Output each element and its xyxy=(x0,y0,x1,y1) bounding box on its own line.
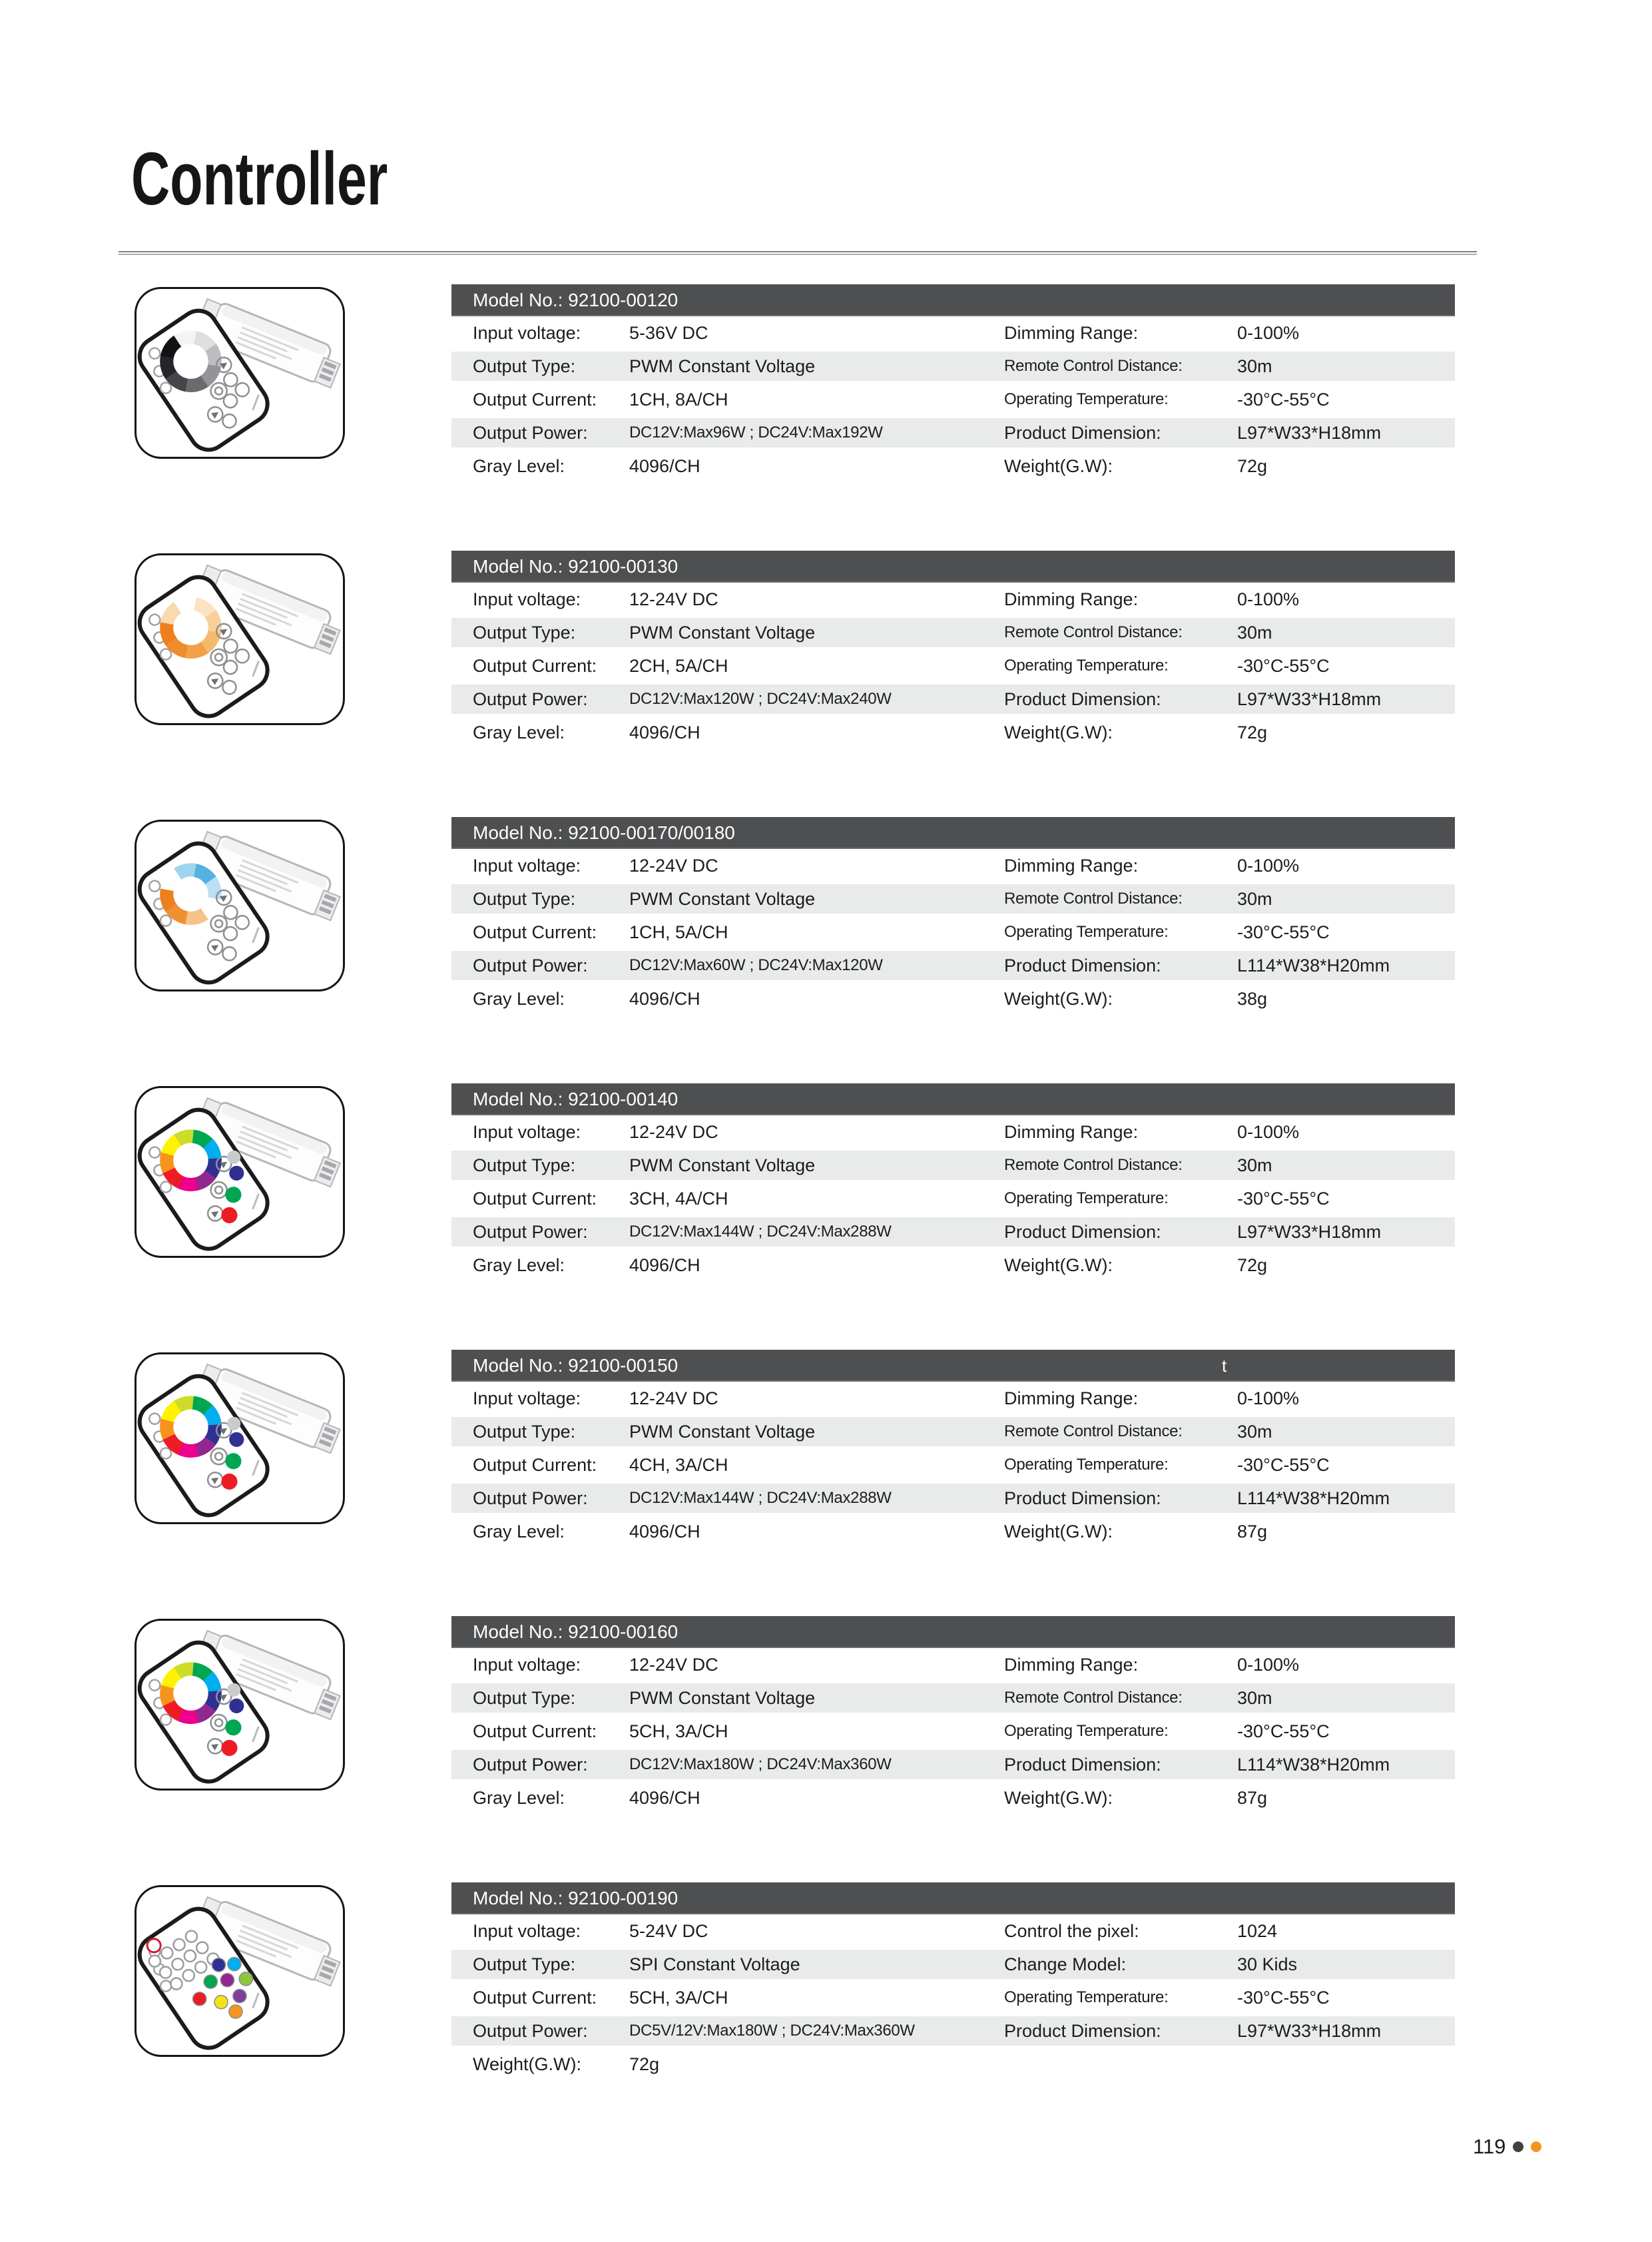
table-row xyxy=(451,1981,1455,2014)
spec-value: -30°C-55°C xyxy=(1237,1988,1330,2008)
spec-value: 12-24V DC xyxy=(629,1122,718,1142)
spec-label: Output Current: xyxy=(473,1189,597,1209)
spec-label: Output Current: xyxy=(473,656,597,676)
spec-table xyxy=(451,1350,1455,1548)
model-number: Model No.: 92100-00130 xyxy=(473,556,679,577)
spec-label: Output Current: xyxy=(473,1988,597,2008)
product-section xyxy=(0,551,1652,754)
spec-label: Operating Temperature: xyxy=(1004,923,1169,941)
spec-table xyxy=(451,551,1455,749)
table-row xyxy=(451,383,1455,416)
spec-value: PWM Constant Voltage xyxy=(629,356,816,376)
spec-label: Remote Control Distance: xyxy=(1004,357,1183,375)
table-row xyxy=(451,1249,1455,1282)
footer-dot-orange-icon xyxy=(1531,2141,1541,2152)
spec-value: L114*W38*H20mm xyxy=(1237,956,1390,976)
spec-value: 4096/CH xyxy=(629,1788,700,1808)
spec-label: Product Dimension: xyxy=(1004,1488,1161,1508)
model-number: Model No.: 92100-00170/00180 xyxy=(473,822,735,843)
spec-value: 30m xyxy=(1237,1688,1272,1708)
spec-label: Weight(G.W): xyxy=(1004,1788,1113,1808)
spec-label: Output Current: xyxy=(473,1721,597,1741)
spec-value: -30°C-55°C xyxy=(1237,656,1330,676)
spec-table xyxy=(451,284,1455,483)
spec-label: Output Current: xyxy=(473,390,597,410)
product-section xyxy=(0,284,1652,488)
product-section xyxy=(0,1083,1652,1287)
spec-value: DC12V:Max180W ; DC24V:Max360W xyxy=(629,1755,892,1773)
spec-value: 2CH, 5A/CH xyxy=(629,656,728,676)
spec-value: 0-100% xyxy=(1237,1388,1300,1408)
spec-label: Operating Temperature: xyxy=(1004,1456,1169,1474)
model-number: Model No.: 92100-00120 xyxy=(473,290,679,310)
table-row xyxy=(451,1149,1455,1182)
product-photo xyxy=(135,1086,345,1258)
spec-value: 3CH, 4A/CH xyxy=(629,1189,728,1209)
spec-value: 0-100% xyxy=(1237,856,1300,876)
spec-label: Dimming Range: xyxy=(1004,1388,1139,1408)
table-row xyxy=(451,1648,1455,1681)
model-number: Model No.: 92100-00150 xyxy=(473,1355,679,1376)
spec-label: Input voltage: xyxy=(473,1655,581,1675)
spec-label: Dimming Range: xyxy=(1004,323,1139,343)
table-row xyxy=(451,350,1455,383)
product-section xyxy=(0,817,1652,1021)
spec-value: 38g xyxy=(1237,989,1268,1009)
spec-label: Operating Temperature: xyxy=(1004,1722,1169,1740)
spec-value: 30m xyxy=(1237,1422,1272,1442)
spec-value: L114*W38*H20mm xyxy=(1237,1755,1390,1775)
spec-label: Product Dimension: xyxy=(1004,689,1161,709)
spec-label: Dimming Range: xyxy=(1004,589,1139,609)
table-row xyxy=(451,1448,1455,1482)
table-row xyxy=(451,316,1455,350)
table-row xyxy=(451,1182,1455,1215)
table-row xyxy=(451,1482,1455,1515)
spec-value: -30°C-55°C xyxy=(1237,922,1330,942)
spec-value: 12-24V DC xyxy=(629,589,718,609)
spec-label: Product Dimension: xyxy=(1004,1755,1161,1775)
spec-value: PWM Constant Voltage xyxy=(629,1688,816,1708)
spec-table xyxy=(451,1882,1455,2081)
spec-label: Operating Temperature: xyxy=(1004,657,1169,675)
product-photo-illustration xyxy=(137,1354,343,1522)
spec-value: L97*W33*H18mm xyxy=(1237,423,1382,443)
spec-label: Remote Control Distance: xyxy=(1004,1689,1183,1707)
spec-label: Operating Temperature: xyxy=(1004,390,1169,408)
spec-value: 0-100% xyxy=(1237,1122,1300,1142)
spec-value: DC5V/12V:Max180W ; DC24V:Max360W xyxy=(629,2022,915,2040)
spec-label: Operating Temperature: xyxy=(1004,1988,1169,2006)
spec-label: Product Dimension: xyxy=(1004,423,1161,443)
table-row xyxy=(451,683,1455,716)
spec-value: 4096/CH xyxy=(629,989,700,1009)
product-photo-illustration xyxy=(137,822,343,989)
spec-value: 87g xyxy=(1237,1522,1268,1541)
model-header xyxy=(451,1083,1455,1115)
table-row xyxy=(451,982,1455,1015)
table-row xyxy=(451,1681,1455,1715)
spec-value: L97*W33*H18mm xyxy=(1237,1222,1382,1242)
spec-value: 30 Kids xyxy=(1237,1954,1298,1974)
spec-label: Output Type: xyxy=(473,1155,576,1175)
spec-value: 72g xyxy=(1237,456,1268,476)
spec-label: Remote Control Distance: xyxy=(1004,1156,1183,1174)
spec-value: -30°C-55°C xyxy=(1237,1455,1330,1475)
spec-label: Output Current: xyxy=(473,922,597,942)
product-photo xyxy=(135,1352,345,1524)
table-row xyxy=(451,1382,1455,1415)
product-photo xyxy=(135,1885,345,2057)
spec-value: 5-36V DC xyxy=(629,323,708,343)
spec-value: 30m xyxy=(1237,1155,1272,1175)
spec-value: 4096/CH xyxy=(629,722,700,742)
table-row xyxy=(451,916,1455,949)
spec-value: 0-100% xyxy=(1237,323,1300,343)
spec-label: Dimming Range: xyxy=(1004,1122,1139,1142)
model-number: Model No.: 92100-00190 xyxy=(473,1888,679,1908)
spec-value: 72g xyxy=(1237,722,1268,742)
spec-label: Control the pixel: xyxy=(1004,1921,1139,1941)
product-photo-illustration xyxy=(137,289,343,457)
table-row xyxy=(451,1215,1455,1249)
spec-label: Dimming Range: xyxy=(1004,1655,1139,1675)
spec-label: Weight(G.W): xyxy=(1004,1522,1113,1541)
spec-label: Output Power: xyxy=(473,1222,588,1242)
spec-label: Weight(G.W): xyxy=(1004,456,1113,476)
spec-label: Product Dimension: xyxy=(1004,956,1161,976)
spec-value: 1024 xyxy=(1237,1921,1278,1941)
table-row xyxy=(451,1515,1455,1548)
table-row xyxy=(451,1948,1455,1981)
footer-dot-dark-icon xyxy=(1513,2141,1523,2152)
spec-value: DC12V:Max144W ; DC24V:Max288W xyxy=(629,1489,892,1507)
spec-label: Gray Level: xyxy=(473,989,565,1009)
spec-value: 12-24V DC xyxy=(629,1655,718,1675)
spec-label: Output Power: xyxy=(473,689,588,709)
spec-label: Input voltage: xyxy=(473,589,581,609)
spec-value: 30m xyxy=(1237,623,1272,643)
spec-label: Output Current: xyxy=(473,1455,597,1475)
spec-label: Input voltage: xyxy=(473,1388,581,1408)
spec-label: Output Type: xyxy=(473,356,576,376)
spec-label: Input voltage: xyxy=(473,856,581,876)
spec-value: L114*W38*H20mm xyxy=(1237,1488,1390,1508)
table-row xyxy=(451,449,1455,483)
table-row xyxy=(451,2048,1455,2081)
spec-label: Output Type: xyxy=(473,1954,576,1974)
spec-value: 87g xyxy=(1237,1788,1268,1808)
spec-value: 5CH, 3A/CH xyxy=(629,1988,728,2008)
spec-value: PWM Constant Voltage xyxy=(629,1422,816,1442)
table-row xyxy=(451,1748,1455,1781)
spec-value: 4096/CH xyxy=(629,1522,700,1541)
spec-label: Output Power: xyxy=(473,956,588,976)
spec-table xyxy=(451,1616,1455,1815)
spec-value: -30°C-55°C xyxy=(1237,1189,1330,1209)
product-section xyxy=(0,1350,1652,1553)
spec-value: 72g xyxy=(1237,1255,1268,1275)
table-row xyxy=(451,1914,1455,1948)
model-header xyxy=(451,284,1455,316)
spec-value: DC12V:Max144W ; DC24V:Max288W xyxy=(629,1223,892,1241)
spec-value: 12-24V DC xyxy=(629,856,718,876)
spec-label: Weight(G.W): xyxy=(1004,989,1113,1009)
spec-value: SPI Constant Voltage xyxy=(629,1954,800,1974)
spec-value: 4096/CH xyxy=(629,1255,700,1275)
product-section xyxy=(0,1882,1652,2086)
spec-label: Output Type: xyxy=(473,623,576,643)
table-row xyxy=(451,2014,1455,2048)
spec-label: Dimming Range: xyxy=(1004,856,1139,876)
title-divider xyxy=(119,251,1477,255)
product-photo xyxy=(135,820,345,991)
model-number: Model No.: 92100-00140 xyxy=(473,1089,679,1109)
spec-label: Operating Temperature: xyxy=(1004,1189,1169,1207)
spec-value: 0-100% xyxy=(1237,589,1300,609)
spec-label: Output Power: xyxy=(473,1488,588,1508)
spec-value: 0-100% xyxy=(1237,1655,1300,1675)
model-header xyxy=(451,1350,1455,1382)
table-row xyxy=(451,1781,1455,1815)
page-title: Controller xyxy=(131,137,388,220)
spec-value: L97*W33*H18mm xyxy=(1237,2021,1382,2041)
page-number: 119 xyxy=(1473,2135,1506,2158)
table-row xyxy=(451,849,1455,882)
spec-value: 4CH, 3A/CH xyxy=(629,1455,728,1475)
spec-label: Product Dimension: xyxy=(1004,2021,1161,2041)
spec-value: -30°C-55°C xyxy=(1237,1721,1330,1741)
spec-value: DC12V:Max60W ; DC24V:Max120W xyxy=(629,956,883,974)
spec-value: 30m xyxy=(1237,356,1272,376)
spec-label: Output Type: xyxy=(473,1422,576,1442)
spec-value: PWM Constant Voltage xyxy=(629,623,816,643)
product-section xyxy=(0,1616,1652,1820)
spec-label: Input voltage: xyxy=(473,323,581,343)
spec-label: Output Type: xyxy=(473,1688,576,1708)
table-row xyxy=(451,583,1455,616)
spec-label: Remote Control Distance: xyxy=(1004,623,1183,641)
table-row xyxy=(451,1115,1455,1149)
product-photo-illustration xyxy=(137,555,343,723)
spec-label: Gray Level: xyxy=(473,1255,565,1275)
spec-label: Weight(G.W): xyxy=(473,2054,582,2074)
spec-table xyxy=(451,1083,1455,1282)
spec-label: Output Power: xyxy=(473,423,588,443)
spec-value: 1CH, 8A/CH xyxy=(629,390,728,410)
table-row xyxy=(451,1415,1455,1448)
model-header xyxy=(451,817,1455,849)
product-photo xyxy=(135,553,345,725)
spec-label: Weight(G.W): xyxy=(1004,722,1113,742)
spec-table xyxy=(451,817,1455,1015)
model-header xyxy=(451,1882,1455,1914)
spec-label: Change Model: xyxy=(1004,1954,1127,1974)
spec-value: L97*W33*H18mm xyxy=(1237,689,1382,709)
spec-label: Output Power: xyxy=(473,2021,588,2041)
model-number: Model No.: 92100-00160 xyxy=(473,1621,679,1642)
product-photo-illustration xyxy=(137,1621,343,1789)
spec-label: Output Power: xyxy=(473,1755,588,1775)
table-row xyxy=(451,882,1455,916)
spec-label: Gray Level: xyxy=(473,1788,565,1808)
spec-value: 5CH, 3A/CH xyxy=(629,1721,728,1741)
spec-value: DC12V:Max96W ; DC24V:Max192W xyxy=(629,423,883,441)
product-photo xyxy=(135,287,345,459)
spec-value: 1CH, 5A/CH xyxy=(629,922,728,942)
spec-label: Input voltage: xyxy=(473,1921,581,1941)
table-row xyxy=(451,1715,1455,1748)
product-photo-illustration xyxy=(137,1887,343,2055)
table-row xyxy=(451,649,1455,683)
page-footer xyxy=(1473,2135,1541,2159)
spec-value: 5-24V DC xyxy=(629,1921,708,1941)
header-note: t xyxy=(1222,1356,1227,1376)
spec-label: Gray Level: xyxy=(473,456,565,476)
model-header xyxy=(451,551,1455,583)
spec-label: Output Type: xyxy=(473,889,576,909)
spec-label: Weight(G.W): xyxy=(1004,1255,1113,1275)
spec-value: 30m xyxy=(1237,889,1272,909)
spec-value: DC12V:Max120W ; DC24V:Max240W xyxy=(629,690,892,708)
spec-label: Gray Level: xyxy=(473,1522,565,1541)
model-header xyxy=(451,1616,1455,1648)
spec-value: PWM Constant Voltage xyxy=(629,889,816,909)
spec-value: 12-24V DC xyxy=(629,1388,718,1408)
spec-label: Gray Level: xyxy=(473,722,565,742)
spec-value: PWM Constant Voltage xyxy=(629,1155,816,1175)
spec-value: 4096/CH xyxy=(629,456,700,476)
table-row xyxy=(451,616,1455,649)
table-row xyxy=(451,949,1455,982)
product-photo-illustration xyxy=(137,1088,343,1256)
table-row xyxy=(451,416,1455,449)
spec-value: -30°C-55°C xyxy=(1237,390,1330,410)
table-row xyxy=(451,716,1455,749)
spec-label: Remote Control Distance: xyxy=(1004,890,1183,908)
spec-label: Remote Control Distance: xyxy=(1004,1422,1183,1440)
spec-value: 72g xyxy=(629,2054,660,2074)
product-photo xyxy=(135,1619,345,1791)
spec-label: Input voltage: xyxy=(473,1122,581,1142)
spec-label: Product Dimension: xyxy=(1004,1222,1161,1242)
